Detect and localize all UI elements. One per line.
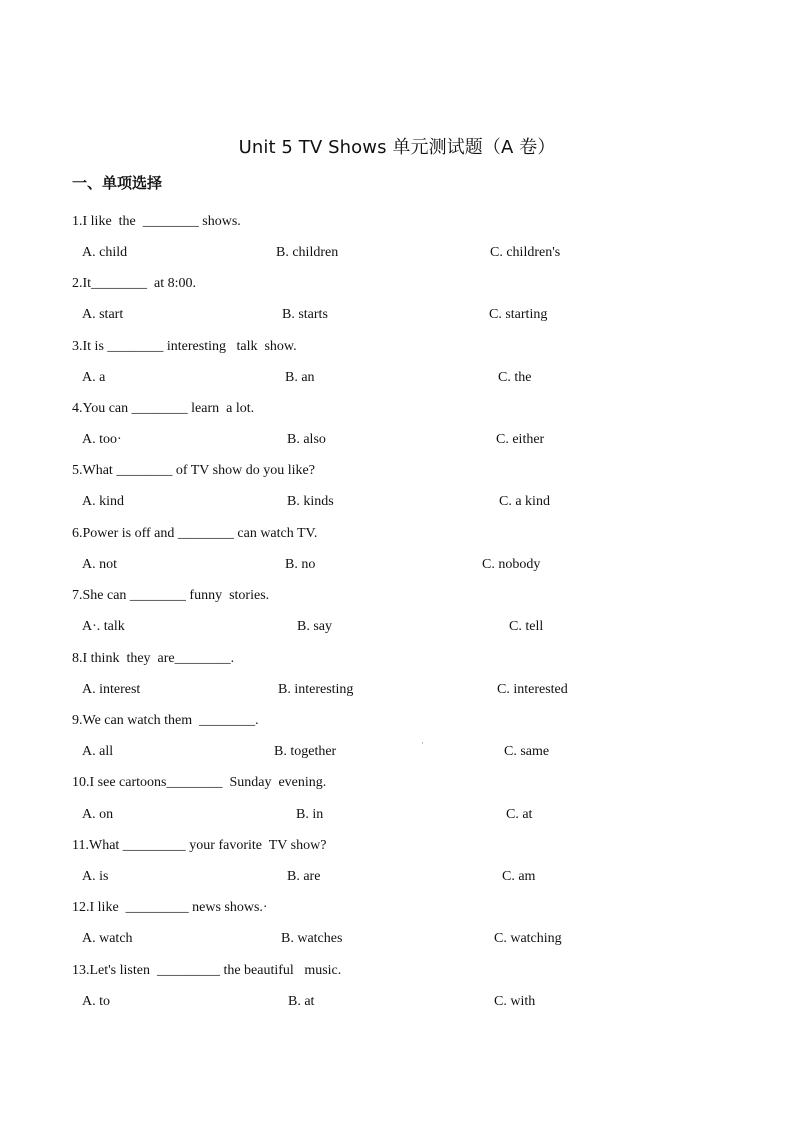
question-8-option-c: C. interested bbox=[497, 682, 568, 697]
question-6-option-b: B. no bbox=[285, 557, 316, 572]
question-8-option-b: B. interesting bbox=[278, 682, 354, 697]
question-13-option-c: C. with bbox=[494, 994, 536, 1009]
question-9-option-a: A. all bbox=[82, 744, 114, 759]
question-9: 9.We can watch them ________. bbox=[72, 713, 259, 728]
question-11-option-b: B. are bbox=[287, 869, 321, 884]
question-9-option-c: C. same bbox=[504, 744, 550, 759]
question-2: 2.It________ at 8:00. bbox=[72, 276, 197, 291]
question-11-option-a: A. is bbox=[82, 869, 109, 884]
question-1-option-b: B. children bbox=[276, 245, 339, 260]
question-6-option-c: C. nobody bbox=[482, 557, 541, 572]
question-4-option-c: C. either bbox=[496, 432, 545, 447]
question-7-option-b: B. say bbox=[297, 619, 332, 634]
question-3: 3.It is ________ interesting talk show. bbox=[72, 339, 297, 354]
question-2-option-a: A. start bbox=[82, 307, 124, 322]
question-9-option-b: B. together bbox=[274, 744, 337, 759]
question-2-option-c: C. starting bbox=[489, 307, 548, 322]
question-10-option-c: C. at bbox=[506, 807, 533, 822]
question-4-option-b: B. also bbox=[287, 432, 326, 447]
stray-mark: · bbox=[421, 738, 424, 748]
question-12-option-a: A. watch bbox=[82, 931, 133, 946]
question-8: 8.I think they are________. bbox=[72, 651, 235, 666]
question-5: 5.What ________ of TV show do you like? bbox=[72, 463, 315, 478]
question-7: 7.She can ________ funny stories. bbox=[72, 588, 270, 603]
question-12: 12.I like _________ news shows.· bbox=[72, 900, 268, 915]
question-13-option-a: A. to bbox=[82, 994, 110, 1009]
question-11: 11.What _________ your favorite TV show? bbox=[72, 838, 327, 853]
question-10-option-a: A. on bbox=[82, 807, 114, 822]
section-heading: 一、单项选择 bbox=[72, 174, 163, 192]
question-4: 4.You can ________ learn a lot. bbox=[72, 401, 255, 416]
question-3-option-a: A. a bbox=[82, 370, 106, 385]
question-3-option-b: B. an bbox=[285, 370, 315, 385]
question-6-option-a: A. not bbox=[82, 557, 117, 572]
question-3-option-c: C. the bbox=[498, 370, 532, 385]
question-6: 6.Power is off and ________ can watch TV. bbox=[72, 526, 318, 541]
question-5-option-a: A. kind bbox=[82, 494, 124, 509]
question-13-option-b: B. at bbox=[288, 994, 315, 1009]
page-title: Unit 5 TV Shows 单元测试题（A 卷） bbox=[238, 137, 556, 158]
question-11-option-c: C. am bbox=[502, 869, 536, 884]
question-7-option-c: C. tell bbox=[509, 619, 544, 634]
question-8-option-a: A. interest bbox=[82, 682, 141, 697]
question-7-option-a: A·. talk bbox=[82, 619, 125, 634]
question-5-option-c: C. a kind bbox=[499, 494, 550, 509]
question-1: 1.I like the ________ shows. bbox=[72, 214, 241, 229]
question-10: 10.I see cartoons________ Sunday evening. bbox=[72, 775, 327, 790]
question-5-option-b: B. kinds bbox=[287, 494, 334, 509]
question-4-option-a: A. too· bbox=[82, 432, 122, 447]
question-1-option-c: C. children's bbox=[490, 245, 561, 260]
question-1-option-a: A. child bbox=[82, 245, 128, 260]
question-12-option-c: C. watching bbox=[494, 931, 562, 946]
question-12-option-b: B. watches bbox=[281, 931, 343, 946]
question-13: 13.Let's listen _________ the beautiful music. bbox=[72, 963, 342, 978]
question-10-option-b: B. in bbox=[296, 807, 324, 822]
question-2-option-b: B. starts bbox=[282, 307, 328, 322]
